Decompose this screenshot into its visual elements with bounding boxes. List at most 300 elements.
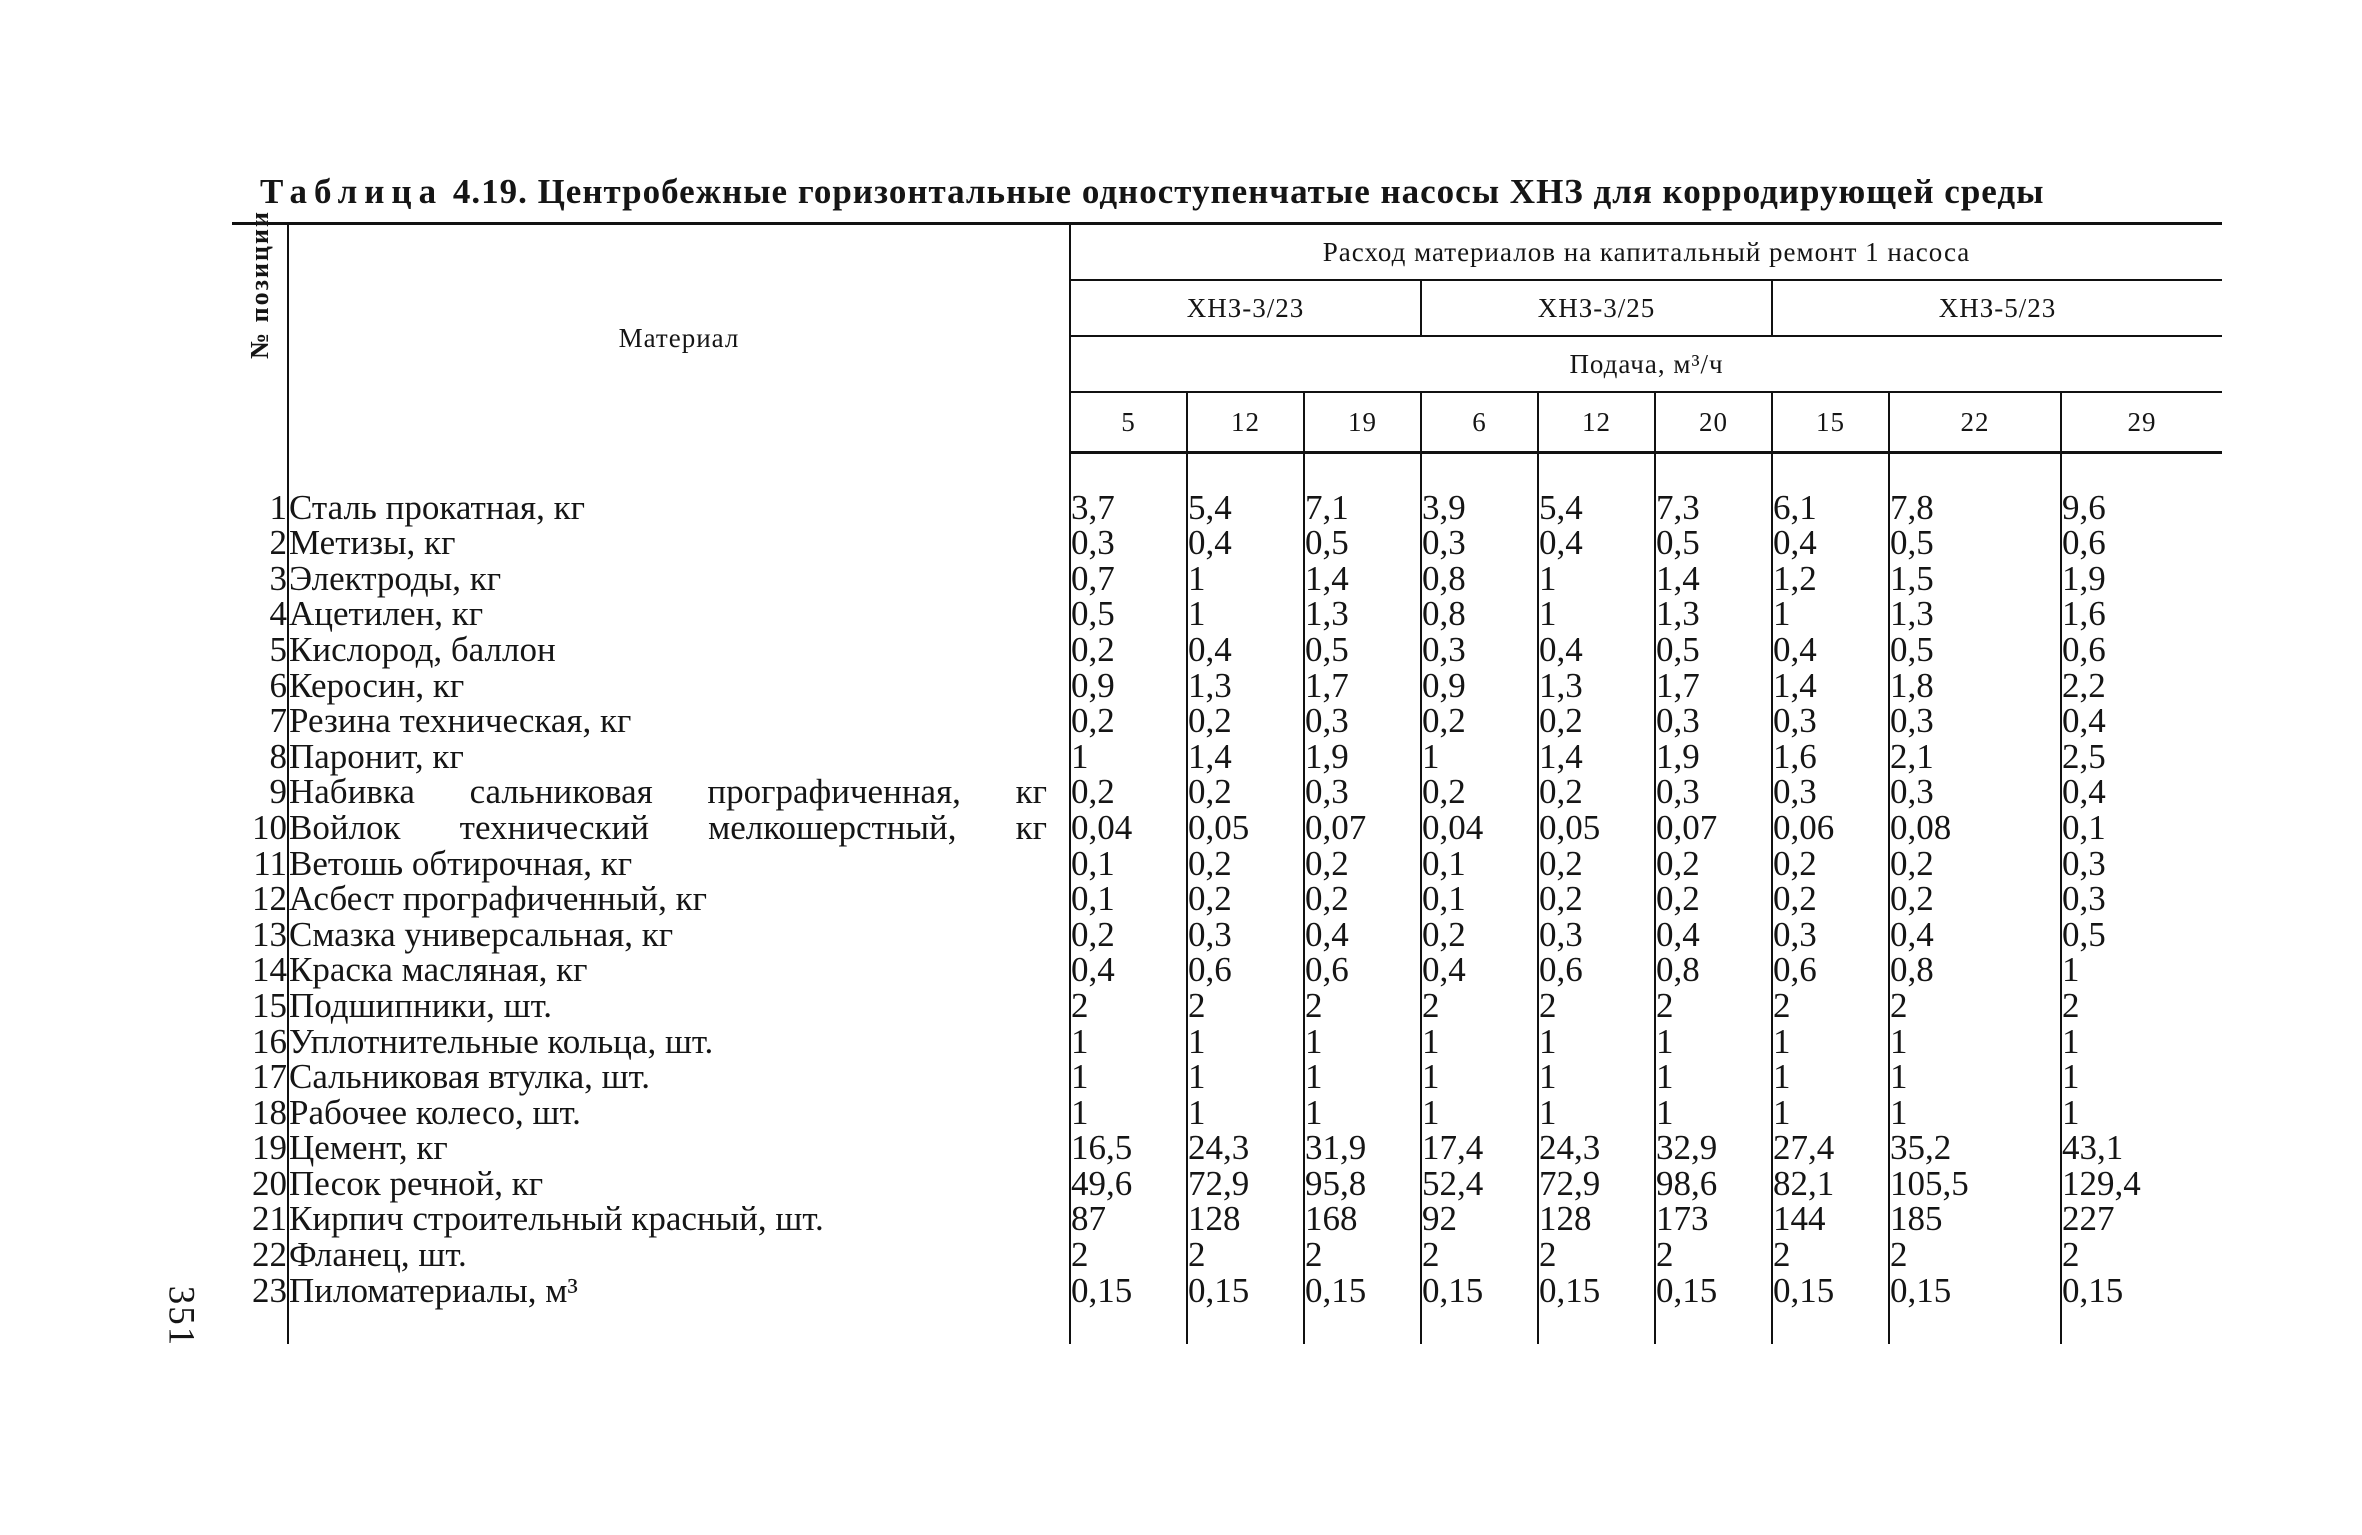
value-cell: 0,2: [1187, 846, 1304, 882]
table-row: [232, 1130, 2222, 1166]
position-cell: 17: [252, 1057, 287, 1097]
value-cell: 0,3: [1187, 917, 1304, 953]
material-cell: Паронит, кг: [288, 739, 1070, 775]
value-cell: 0,4: [1421, 952, 1538, 988]
material-cell: Войлок технический мелкошерстный, кг: [288, 810, 1070, 846]
value-cell: 1: [1655, 1024, 1772, 1060]
value-cell: 0,3: [1772, 774, 1889, 810]
value-cell: 1: [1772, 1024, 1889, 1060]
position-cell: 23: [252, 1270, 287, 1310]
value-cell: 1,7: [1304, 668, 1421, 704]
value-cell: 0,2: [1772, 846, 1889, 882]
value-cell: 0,07: [1304, 810, 1421, 846]
value-cell: 0,4: [1655, 917, 1772, 953]
value-cell: 2,5: [2061, 739, 2222, 775]
flow-header-cell: 12: [1538, 392, 1655, 453]
value-cell: 87: [1070, 1201, 1187, 1237]
position-cell: 22: [252, 1235, 287, 1275]
value-cell: 2: [1772, 1237, 1889, 1273]
position-cell: 14: [252, 950, 287, 990]
value-cell: 1,7: [1655, 668, 1772, 704]
value-cell: 0,15: [1421, 1273, 1538, 1309]
value-cell: 0,5: [1655, 525, 1772, 561]
value-cell: 1: [1889, 1095, 2061, 1131]
value-cell: 1,4: [1538, 739, 1655, 775]
value-cell: 0,1: [1070, 846, 1187, 882]
value-cell: 72,9: [1187, 1166, 1304, 1202]
value-cell: 2: [2061, 988, 2222, 1024]
value-cell: 0,1: [2061, 810, 2222, 846]
page-number: 351: [160, 1285, 202, 1348]
spacer-row: [232, 453, 2222, 490]
table-row: [232, 1201, 2222, 1237]
material-cell: Сталь прокатная, кг: [288, 490, 1070, 526]
value-cell: 0,2: [1187, 703, 1304, 739]
materials-table: [232, 209, 2222, 1344]
value-cell: 0,6: [1304, 952, 1421, 988]
table-row: [232, 881, 2222, 917]
value-cell: 1: [2061, 952, 2222, 988]
value-cell: 105,5: [1889, 1166, 2061, 1202]
value-cell: 0,04: [1070, 810, 1187, 846]
value-cell: 2: [1772, 988, 1889, 1024]
position-cell: 11: [253, 843, 287, 883]
value-cell: 1: [1655, 1095, 1772, 1131]
value-cell: 1: [1070, 1024, 1187, 1060]
value-cell: 168: [1304, 1201, 1421, 1237]
position-cell: 5: [269, 629, 287, 669]
value-cell: 0,3: [1304, 703, 1421, 739]
value-cell: 1: [1538, 1095, 1655, 1131]
value-cell: 1,4: [1655, 561, 1772, 597]
position-column-header: № позиции: [232, 224, 288, 453]
value-cell: 0,2: [1304, 846, 1421, 882]
value-cell: 0,5: [2061, 917, 2222, 953]
value-cell: 0,07: [1655, 810, 1772, 846]
value-cell: 1,3: [1538, 668, 1655, 704]
value-cell: 95,8: [1304, 1166, 1421, 1202]
value-cell: 49,6: [1070, 1166, 1187, 1202]
value-cell: 0,4: [1772, 632, 1889, 668]
table-row: [232, 739, 2222, 775]
value-cell: 0,8: [1421, 596, 1538, 632]
value-cell: 1: [1421, 739, 1538, 775]
material-cell: Кирпич строительный красный, шт.: [288, 1201, 1070, 1237]
value-cell: 0,4: [1187, 632, 1304, 668]
value-cell: 0,1: [1070, 881, 1187, 917]
flow-header-cell: 22: [1889, 392, 2061, 453]
value-cell: 0,6: [1187, 952, 1304, 988]
table-caption: [260, 172, 2220, 212]
value-cell: 7,8: [1889, 490, 2061, 526]
value-cell: 1,4: [1187, 739, 1304, 775]
value-cell: 82,1: [1772, 1166, 1889, 1202]
value-cell: 1: [1538, 561, 1655, 597]
table-row: [232, 490, 2222, 526]
table-row: [232, 1095, 2222, 1131]
table-row: [232, 810, 2222, 846]
value-cell: 1,9: [1655, 739, 1772, 775]
value-cell: 0,2: [1070, 917, 1187, 953]
flow-header-cell: 20: [1655, 392, 1772, 453]
material-cell: Цемент, кг: [288, 1130, 1070, 1166]
value-cell: 1: [1421, 1024, 1538, 1060]
value-cell: 173: [1655, 1201, 1772, 1237]
material-cell: Смазка универсальная, кг: [288, 917, 1070, 953]
position-cell: 12: [252, 879, 287, 919]
value-cell: 0,15: [1772, 1273, 1889, 1309]
value-cell: 2: [1070, 988, 1187, 1024]
value-cell: 0,3: [1304, 774, 1421, 810]
value-cell: 0,06: [1772, 810, 1889, 846]
value-cell: 0,08: [1889, 810, 2061, 846]
value-cell: 128: [1538, 1201, 1655, 1237]
flow-header-cell: 5: [1070, 392, 1187, 453]
table-row: [232, 1024, 2222, 1060]
flow-header-cell: 6: [1421, 392, 1538, 453]
value-cell: 1: [2061, 1024, 2222, 1060]
value-cell: 0,2: [1421, 774, 1538, 810]
value-cell: 0,15: [1187, 1273, 1304, 1309]
value-cell: 0,2: [1187, 881, 1304, 917]
model-header-1: ХНЗ-3/23: [1070, 280, 1421, 336]
table-row: [232, 1273, 2222, 1309]
value-cell: 2: [1304, 988, 1421, 1024]
material-cell: Ацетилен, кг: [288, 596, 1070, 632]
value-cell: 144: [1772, 1201, 1889, 1237]
position-cell: 6: [269, 665, 287, 705]
value-cell: 1: [1421, 1059, 1538, 1095]
value-cell: 5,4: [1538, 490, 1655, 526]
value-cell: 31,9: [1304, 1130, 1421, 1166]
spacer-row: [232, 1308, 2222, 1344]
value-cell: 1,3: [1655, 596, 1772, 632]
value-cell: 1: [1187, 1024, 1304, 1060]
value-cell: 2: [1889, 988, 2061, 1024]
table-row: [232, 1166, 2222, 1202]
value-cell: 1: [1070, 739, 1187, 775]
material-cell: Краска масляная, кг: [288, 952, 1070, 988]
value-cell: 1,3: [1304, 596, 1421, 632]
table-row: [232, 525, 2222, 561]
value-cell: 0,3: [1655, 774, 1772, 810]
value-cell: 0,3: [1889, 774, 2061, 810]
material-cell: Рабочее колесо, шт.: [288, 1095, 1070, 1131]
value-cell: 0,3: [1538, 917, 1655, 953]
value-cell: 0,9: [1070, 668, 1187, 704]
position-cell: 3: [269, 558, 287, 598]
value-cell: 0,2: [1538, 846, 1655, 882]
value-cell: 0,8: [1655, 952, 1772, 988]
table-row: [232, 1059, 2222, 1095]
value-cell: 1,5: [1889, 561, 2061, 597]
value-cell: 2,2: [2061, 668, 2222, 704]
value-cell: 0,3: [1772, 703, 1889, 739]
value-cell: 2: [1538, 988, 1655, 1024]
value-cell: 1: [1070, 1059, 1187, 1095]
position-cell: 20: [252, 1163, 287, 1203]
value-cell: 32,9: [1655, 1130, 1772, 1166]
value-cell: 0,3: [1889, 703, 2061, 739]
position-cell: 10: [252, 807, 287, 847]
material-cell: Резина техническая, кг: [288, 703, 1070, 739]
value-cell: 0,3: [2061, 846, 2222, 882]
flow-header-cell: 19: [1304, 392, 1421, 453]
value-cell: 35,2: [1889, 1130, 2061, 1166]
value-cell: 6,1: [1772, 490, 1889, 526]
value-cell: 1: [1772, 1095, 1889, 1131]
value-cell: 24,3: [1538, 1130, 1655, 1166]
value-cell: 0,2: [1538, 774, 1655, 810]
value-cell: 2: [1304, 1237, 1421, 1273]
flow-header-cell: 29: [2061, 392, 2222, 453]
value-cell: 0,4: [1304, 917, 1421, 953]
value-cell: 3,7: [1070, 490, 1187, 526]
position-cell: 21: [252, 1199, 287, 1239]
value-cell: 1,4: [1304, 561, 1421, 597]
position-cell: 8: [269, 736, 287, 776]
value-cell: 72,9: [1538, 1166, 1655, 1202]
value-cell: 1,6: [1772, 739, 1889, 775]
material-cell: Сальниковая втулка, шт.: [288, 1059, 1070, 1095]
value-cell: 0,4: [1187, 525, 1304, 561]
value-cell: 1,4: [1772, 668, 1889, 704]
value-cell: 0,2: [1187, 774, 1304, 810]
model-header-3: ХНЗ-5/23: [1772, 280, 2222, 336]
table-body: [232, 453, 2222, 1344]
value-cell: 1: [2061, 1095, 2222, 1131]
table-row: [232, 596, 2222, 632]
value-cell: 1: [1187, 561, 1304, 597]
value-cell: 2: [1187, 988, 1304, 1024]
value-cell: 9,6: [2061, 490, 2222, 526]
material-cell: Подшипники, шт.: [288, 988, 1070, 1024]
flow-header-cell: 12: [1187, 392, 1304, 453]
value-cell: 2: [1655, 988, 1772, 1024]
value-cell: 0,4: [1538, 525, 1655, 561]
material-cell: Ветошь обтирочная, кг: [288, 846, 1070, 882]
value-cell: 5,4: [1187, 490, 1304, 526]
value-cell: 17,4: [1421, 1130, 1538, 1166]
caption-text: 4.19. Центробежные горизонтальные одноступенчатые насосы ХНЗ для корродирующей среды: [452, 172, 2045, 211]
value-cell: 7,3: [1655, 490, 1772, 526]
value-cell: 2: [1421, 988, 1538, 1024]
value-cell: 0,2: [1655, 881, 1772, 917]
value-cell: 1: [1421, 1095, 1538, 1131]
value-cell: 1: [1538, 1059, 1655, 1095]
position-cell: 2: [269, 523, 287, 563]
value-cell: 0,2: [1538, 703, 1655, 739]
table-row: [232, 1237, 2222, 1273]
value-cell: 1: [1655, 1059, 1772, 1095]
value-cell: 185: [1889, 1201, 2061, 1237]
value-cell: 24,3: [1187, 1130, 1304, 1166]
value-cell: 0,04: [1421, 810, 1538, 846]
value-cell: 1: [1538, 1024, 1655, 1060]
value-cell: 0,2: [1655, 846, 1772, 882]
value-cell: 1,6: [2061, 596, 2222, 632]
value-cell: 2: [1538, 1237, 1655, 1273]
consumption-group-header: Расход материалов на капитальный ремонт 1 насоса: [1070, 224, 2222, 281]
material-cell: Электроды, кг: [288, 561, 1070, 597]
material-cell: Уплотнительные кольца, шт.: [288, 1024, 1070, 1060]
value-cell: 0,3: [1421, 525, 1538, 561]
table-row: [232, 632, 2222, 668]
value-cell: 0,2: [1889, 846, 2061, 882]
value-cell: 0,4: [2061, 703, 2222, 739]
value-cell: 1,3: [1187, 668, 1304, 704]
value-cell: 0,15: [1538, 1273, 1655, 1309]
value-cell: 1: [1187, 1095, 1304, 1131]
value-cell: 0,3: [1772, 917, 1889, 953]
value-cell: 0,05: [1187, 810, 1304, 846]
value-cell: 0,6: [1538, 952, 1655, 988]
value-cell: 0,2: [1421, 703, 1538, 739]
value-cell: 1: [1772, 596, 1889, 632]
value-cell: 0,2: [1421, 917, 1538, 953]
value-cell: 16,5: [1070, 1130, 1187, 1166]
value-cell: 0,8: [1889, 952, 2061, 988]
value-cell: 0,3: [1070, 525, 1187, 561]
value-cell: 2: [1187, 1237, 1304, 1273]
value-cell: 0,3: [2061, 881, 2222, 917]
value-cell: 1: [1070, 1095, 1187, 1131]
position-cell: 18: [252, 1092, 287, 1132]
value-cell: 0,7: [1070, 561, 1187, 597]
position-cell: 13: [252, 914, 287, 954]
value-cell: 0,5: [1889, 632, 2061, 668]
value-cell: 0,15: [1889, 1273, 2061, 1309]
value-cell: 0,4: [1070, 952, 1187, 988]
value-cell: 98,6: [1655, 1166, 1772, 1202]
value-cell: 3,9: [1421, 490, 1538, 526]
value-cell: 2: [1070, 1237, 1187, 1273]
table-row: [232, 846, 2222, 882]
value-cell: 1: [1304, 1095, 1421, 1131]
value-cell: 1: [1538, 596, 1655, 632]
value-cell: 129,4: [2061, 1166, 2222, 1202]
flow-header: Подача, м³/ч: [1070, 336, 2222, 392]
material-cell: Набивка сальниковая прографиченная, кг: [288, 774, 1070, 810]
table-row: [232, 952, 2222, 988]
position-cell: 19: [252, 1128, 287, 1168]
table-row: [232, 917, 2222, 953]
value-cell: 0,6: [1772, 952, 1889, 988]
value-cell: 0,1: [1421, 881, 1538, 917]
value-cell: 1: [1772, 1059, 1889, 1095]
material-cell: Фланец, шт.: [288, 1237, 1070, 1273]
value-cell: 1: [1187, 596, 1304, 632]
material-cell: Метизы, кг: [288, 525, 1070, 561]
value-cell: 0,6: [2061, 632, 2222, 668]
value-cell: 0,8: [1421, 561, 1538, 597]
value-cell: 2: [1655, 1237, 1772, 1273]
value-cell: 1: [1889, 1024, 2061, 1060]
value-cell: 0,5: [1070, 596, 1187, 632]
material-cell: Асбест прографиченный, кг: [288, 881, 1070, 917]
value-cell: 1: [1889, 1059, 2061, 1095]
material-column-header: Материал: [288, 224, 1070, 453]
value-cell: 0,5: [1655, 632, 1772, 668]
value-cell: 1,8: [1889, 668, 2061, 704]
value-cell: 7,1: [1304, 490, 1421, 526]
value-cell: 128: [1187, 1201, 1304, 1237]
table-header: [232, 209, 2222, 453]
material-cell: Песок речной, кг: [288, 1166, 1070, 1202]
material-cell: Пиломатериалы, м³: [288, 1273, 1070, 1309]
value-cell: 0,2: [1070, 632, 1187, 668]
value-cell: 0,3: [1421, 632, 1538, 668]
value-cell: 1,3: [1889, 596, 2061, 632]
value-cell: 0,5: [1889, 525, 2061, 561]
position-cell: 4: [269, 594, 287, 634]
value-cell: 0,2: [1772, 881, 1889, 917]
value-cell: 0,5: [1304, 632, 1421, 668]
value-cell: 0,2: [1070, 703, 1187, 739]
value-cell: 1: [2061, 1059, 2222, 1095]
value-cell: 0,5: [1304, 525, 1421, 561]
material-cell: Кислород, баллон: [288, 632, 1070, 668]
position-cell: 9: [269, 772, 287, 812]
value-cell: 0,2: [1070, 774, 1187, 810]
value-cell: 1,2: [1772, 561, 1889, 597]
value-cell: 1: [1304, 1024, 1421, 1060]
material-cell: Керосин, кг: [288, 668, 1070, 704]
value-cell: 52,4: [1421, 1166, 1538, 1202]
value-cell: 2: [1421, 1237, 1538, 1273]
value-cell: 0,6: [2061, 525, 2222, 561]
value-cell: 227: [2061, 1201, 2222, 1237]
value-cell: 1,9: [2061, 561, 2222, 597]
value-cell: 2: [1889, 1237, 2061, 1273]
value-cell: 0,2: [1889, 881, 2061, 917]
value-cell: 0,4: [1538, 632, 1655, 668]
value-cell: 0,15: [1070, 1273, 1187, 1309]
table-row: [232, 988, 2222, 1024]
value-cell: 0,3: [1655, 703, 1772, 739]
value-cell: 0,15: [1655, 1273, 1772, 1309]
flow-header-cell: 15: [1772, 392, 1889, 453]
position-cell: 15: [252, 985, 287, 1025]
value-cell: 0,05: [1538, 810, 1655, 846]
model-header-2: ХНЗ-3/25: [1421, 280, 1772, 336]
position-cell: 1: [269, 487, 287, 527]
value-cell: 0,9: [1421, 668, 1538, 704]
value-cell: 27,4: [1772, 1130, 1889, 1166]
value-cell: 2: [2061, 1237, 2222, 1273]
value-cell: 0,2: [1538, 881, 1655, 917]
table-row: [232, 774, 2222, 810]
value-cell: 2,1: [1889, 739, 2061, 775]
caption-label: Таблица: [260, 172, 444, 211]
value-cell: 1: [1304, 1059, 1421, 1095]
position-cell: 7: [269, 701, 287, 741]
value-cell: 1: [1187, 1059, 1304, 1095]
table-row: [232, 703, 2222, 739]
value-cell: 0,4: [1889, 917, 2061, 953]
value-cell: 1,9: [1304, 739, 1421, 775]
value-cell: 0,15: [2061, 1273, 2222, 1309]
table-row: [232, 668, 2222, 704]
table-row: [232, 561, 2222, 597]
value-cell: 0,4: [1772, 525, 1889, 561]
value-cell: 0,15: [1304, 1273, 1421, 1309]
value-cell: 92: [1421, 1201, 1538, 1237]
value-cell: 0,1: [1421, 846, 1538, 882]
value-cell: 0,4: [2061, 774, 2222, 810]
value-cell: 0,2: [1304, 881, 1421, 917]
value-cell: 43,1: [2061, 1130, 2222, 1166]
